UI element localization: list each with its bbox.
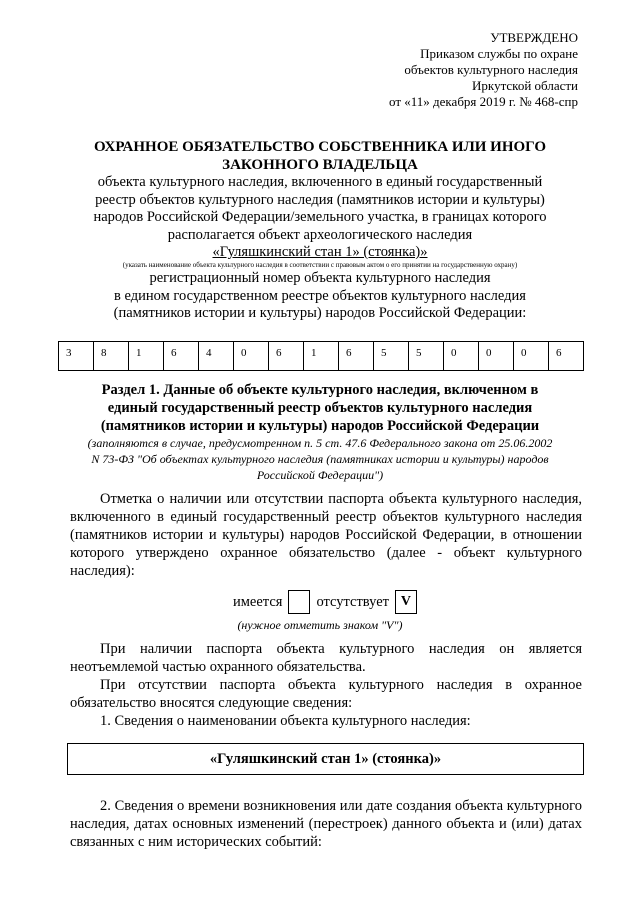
absent-label: отсутствует	[316, 593, 389, 610]
reg-digit: 6	[339, 342, 374, 370]
present-checkbox[interactable]	[288, 590, 310, 614]
section-heading-3: (памятников истории и культуры) народов Российской Федерации	[100, 418, 540, 434]
document-title	[64, 138, 576, 323]
title-line-4: располагается объект археологического наследия	[167, 226, 473, 243]
reg-digit: 4	[199, 342, 234, 370]
reg-digit: 5	[409, 342, 444, 370]
section-heading-1: Раздел 1. Данные об объекте культурного наследия, включенном в	[101, 382, 539, 398]
reg-line-1: регистрационный номер объекта культурного наследия	[149, 270, 491, 286]
reg-digit: 1	[129, 342, 164, 370]
reg-digit: 8	[94, 342, 129, 370]
reg-digit: 0	[444, 342, 479, 370]
title-line-2: реестр объектов культурного наследия (памятников истории и культуры)	[95, 191, 545, 208]
title-line-3: народов Российской Федерации/земельного участка, в границах которого	[93, 209, 547, 225]
reg-line-2: в едином государственном реестре объектов культурного наследия	[114, 287, 526, 304]
section-note-2: N 73-ФЗ "Об объектах культурного наследия (памятниках истории и культуры) народов	[91, 452, 549, 466]
passport-mark-row	[233, 589, 423, 615]
section-note-1: (заполняются в случае, предусмотренном п. 5 ст. 47.6 Федерального закона от 25.06.2002	[87, 436, 553, 450]
object-name: «Гуляшкинский стан 1» (стоянка)»	[212, 244, 428, 260]
approval-line-4: Иркутской области	[472, 78, 578, 93]
title-bold-1: ОХРАННОЕ ОБЯЗАТЕЛЬСТВО СОБСТВЕННИКА ИЛИ ИНОГО	[93, 139, 547, 155]
present-paragraph: При наличии паспорта объекта культурного наследия он является неотъемлемой частью охранного обязательства.	[70, 641, 582, 675]
approval-line-1: УТВЕРЖДЕНО	[490, 30, 578, 45]
absent-checkbox[interactable]: V	[395, 590, 417, 614]
passport-paragraph: Отметка о наличии или отсутствии паспорта объекта культурного наследия, включенного в единый государственный реестр объектов культурного наследия (памятников истории и культуры) народов Российской Федерации, в отношении которого утверждено охранное обязательство (далее - объект культурного наследия):	[70, 491, 582, 579]
reg-digit: 3	[59, 342, 94, 370]
approval-stamp	[318, 30, 578, 110]
reg-digit: 6	[269, 342, 304, 370]
approval-line-5: от «11» декабря 2019 г. № 468-спр	[389, 94, 578, 109]
absent-paragraph: При отсутствии паспорта объекта культурного наследия в охранное обязательство вносятся следующие сведения:	[70, 677, 582, 711]
reg-digit: 0	[479, 342, 514, 370]
object-name-hint: (указать наименование объекта культурного наследия в соответствии с правовым актом о его принятии на государственную охрану)	[122, 261, 518, 269]
mark-hint: (нужное отметить знаком "V")	[237, 618, 403, 632]
title-line-1: объекта культурного наследия, включенного в единый государственный	[97, 174, 543, 190]
reg-digit: 0	[234, 342, 269, 370]
present-label: имеется	[233, 593, 283, 610]
approval-line-3: объектов культурного наследия	[404, 62, 578, 77]
reg-digit: 6	[164, 342, 199, 370]
item-1-label: 1. Сведения о наименовании объекта культурного наследия:	[100, 713, 471, 729]
item-2-label: 2. Сведения о времени возникновения или дате создания объекта культурного наследия, датах основных изменений (перестроек) данного объекта и (или) датах связанных с ним исторических событий:	[70, 798, 582, 850]
section-heading-2: единый государственный реестр объектов культурного наследия	[107, 400, 533, 416]
reg-digit: 1	[304, 342, 339, 370]
section-note-3: Российской Федерации")	[256, 468, 384, 482]
reg-line-3: (памятников истории и культуры) народов Российской Федерации:	[113, 305, 527, 321]
approval-line-2: Приказом службы по охране	[420, 46, 578, 61]
registration-number-grid	[58, 341, 584, 371]
object-name-box: «Гуляшкинский стан 1» (стоянка)»	[67, 743, 584, 775]
title-bold-2: ЗАКОННОГО ВЛАДЕЛЬЦА	[222, 157, 418, 173]
reg-digit: 5	[374, 342, 409, 370]
section-1-heading	[64, 381, 576, 483]
reg-digit: 0	[514, 342, 549, 370]
reg-digit: 6	[556, 347, 562, 359]
